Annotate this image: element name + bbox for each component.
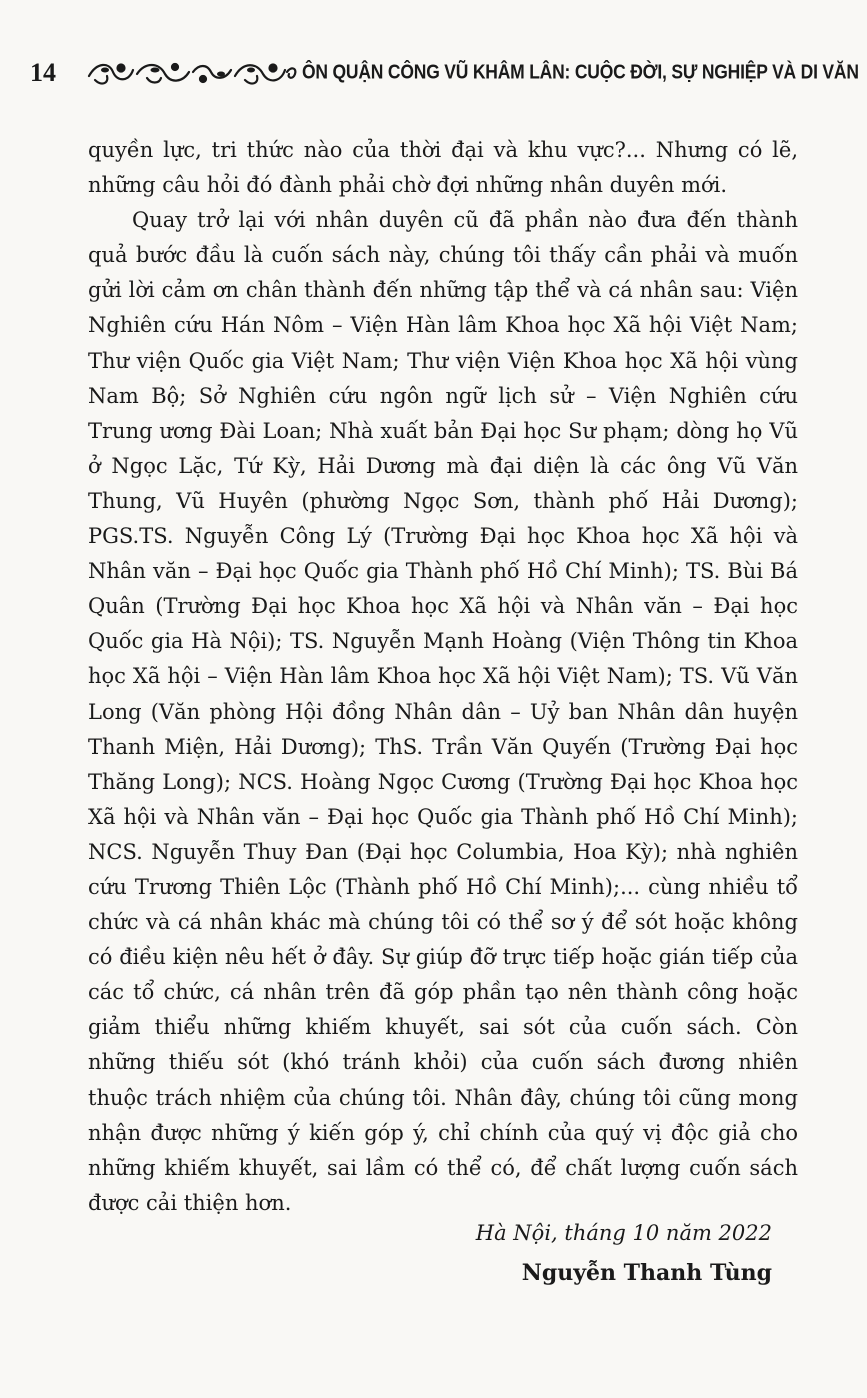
paragraph-continuation: quyền lực, tri thức nào của thời đại và khu vực?... Nhưng có lẽ, những câu hỏi đó đành phải chờ đợi những nhân duyên mới. [88,138,798,198]
running-title: ÔN QUẬN CÔNG VŨ KHÂM LÂN: CUỘC ĐỜI, SỰ NGHIỆP VÀ DI VĂN [302,60,859,83]
body-text [88,133,798,1221]
signature-date: Hà Nội, tháng 10 năm 2022 [475,1221,772,1245]
paragraph-acknowledgements: Quay trở lại với nhân duyên cũ đã phần nào đưa đến thành quả bước đầu là cuốn sách này, chúng tôi thấy cần phải và muốn gửi lời cảm ơn chân thành đến những tập thể và cá nhân sau: Viện Nghiên cứu Hán Nôm – Viện Hàn lâm Khoa học Xã hội Việt Nam; Thư viện Quốc gia Việt Nam; Thư viện Viện Khoa học Xã hội vùng Nam Bộ; Sở Nghiên cứu ngôn ngữ lịch sử – Viện Nghiên cứu Trung ương Đài Loan; Nhà xuất bản Đại học Sư phạm; dòng họ Vũ ở Ngọc Lặc, Tứ Kỳ, Hải Dương mà đại diện là các ông Vũ Văn Thung, Vũ Huyên (phường Ngọc Sơn, thành phố Hải Dương); PGS.TS. Nguyễn Công Lý (Trường Đại học Khoa học Xã hội và Nhân văn – Đại học Quốc gia Thành phố Hồ Chí Minh); TS. Bùi Bá Quân (Trường Đại học Khoa học Xã hội và Nhân văn – Đại học Quốc gia Hà Nội); TS. Nguyễn Mạnh Hoàng (Viện Thông tin Khoa học Xã hội – Viện Hàn lâm Khoa học Xã hội Việt Nam); TS. Vũ Văn Long (Văn phòng Hội đồng Nhân dân – Uỷ ban Nhân dân huyện Thanh Miện, Hải Dương); ThS. Trần Văn Quyến (Trường Đại học Thăng Long); NCS. Hoàng Ngọc Cương (Trường Đại học Khoa học Xã hội và Nhân văn – Đại học Quốc gia Thành phố Hồ Chí Minh); NCS. Nguyễn Thuy Đan (Đại học Columbia, Hoa Kỳ); nhà nghiên cứu Trương Thiên Lộc (Thành phố Hồ Chí Minh);... cùng nhiều tổ chức và cá nhân khác mà chúng tôi có thể sơ ý để sót hoặc không có điều kiện nêu hết ở đây. Sự giúp đỡ trực tiếp hoặc gián tiếp của các tổ chức, cá nhân trên đã góp phần tạo nên thành công hoặc giảm thiểu những khiếm khuyết, sai sót của cuốn sách. Còn những thiếu sót (khó tránh khỏi) của cuốn sách đương nhiên thuộc trách nhiệm của chúng tôi. Nhân đây, chúng tôi cũng mong nhận được những ý kiến góp ý, chỉ chính của quý vị độc giả cho những khiếm khuyết, sai lầm có thể có, để chất lượng cuốn sách được cải thiện hơn. [88,208,798,1215]
page-number: 14 [30,58,56,87]
signature-author: Nguyễn Thanh Tùng [521,1260,772,1286]
page-header [30,50,859,90]
floral-ornament-icon [85,58,300,88]
